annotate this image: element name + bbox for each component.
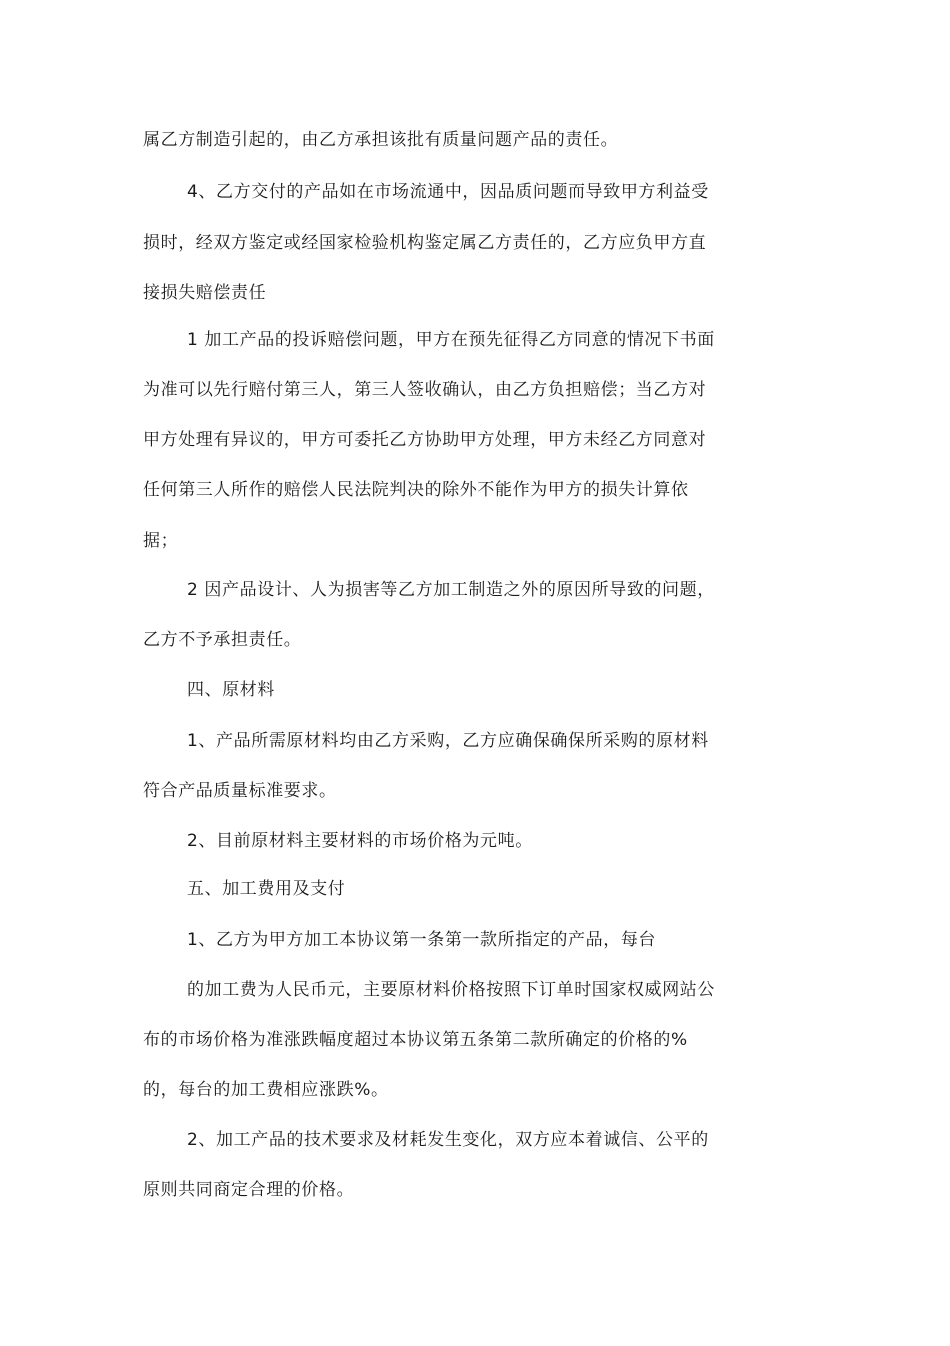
section-5-heading: 五、加工费用及支付 (187, 879, 346, 899)
raw-material-clause-1-line: 1、产品所需原材料均由乙方采购，乙方应确保确保所采购的原材料 (187, 731, 709, 751)
item-2-paragraph-line: 2 因产品设计、人为损害等乙方加工制造之外的原因所导致的问题， (187, 580, 715, 600)
text-line: 据； (143, 531, 179, 551)
text-line: 为准可以先行赔付第三人，第三人签收确认，由乙方负担赔偿；当乙方对 (143, 380, 707, 400)
text-line: 原则共同商定合理的价格。 (143, 1180, 355, 1200)
raw-material-clause-2-line: 2、目前原材料主要材料的市场价格为元吨。 (187, 831, 533, 851)
text-line: 接损失赔偿责任 (143, 283, 267, 303)
text-line: 损时，经双方鉴定或经国家检验机构鉴定属乙方责任的，乙方应负甲方直 (143, 233, 707, 253)
fee-clause-2-line: 2、加工产品的技术要求及材耗发生变化，双方应本着诚信、公平的 (187, 1130, 709, 1150)
section-4-heading: 四、原材料 (187, 680, 275, 700)
text-line: 的加工费为人民币元，主要原材料价格按照下订单时国家权威网站公 (187, 980, 715, 1000)
text-line: 符合产品质量标准要求。 (143, 781, 337, 801)
clause-4-paragraph-line: 4、乙方交付的产品如在市场流通中，因品质问题而导致甲方利益受 (187, 182, 709, 202)
text-line: 任何第三人所作的赔偿人民法院判决的除外不能作为甲方的损失计算依 (143, 480, 689, 500)
text-line: 的，每台的加工费相应涨跌%。 (143, 1080, 389, 1100)
text-line: 乙方不予承担责任。 (143, 630, 302, 650)
text-line: 布的市场价格为准涨跌幅度超过本协议第五条第二款所确定的价格的% (143, 1030, 688, 1050)
fee-clause-1-line: 1、乙方为甲方加工本协议第一条第一款所指定的产品，每台 (187, 930, 657, 950)
text-line: 甲方处理有异议的，甲方可委托乙方协助甲方处理，甲方未经乙方同意对 (143, 430, 707, 450)
text-line: 属乙方制造引起的，由乙方承担该批有质量问题产品的责任。 (143, 130, 619, 150)
item-1-paragraph-line: 1 加工产品的投诉赔偿问题，甲方在预先征得乙方同意的情况下书面 (187, 330, 715, 350)
